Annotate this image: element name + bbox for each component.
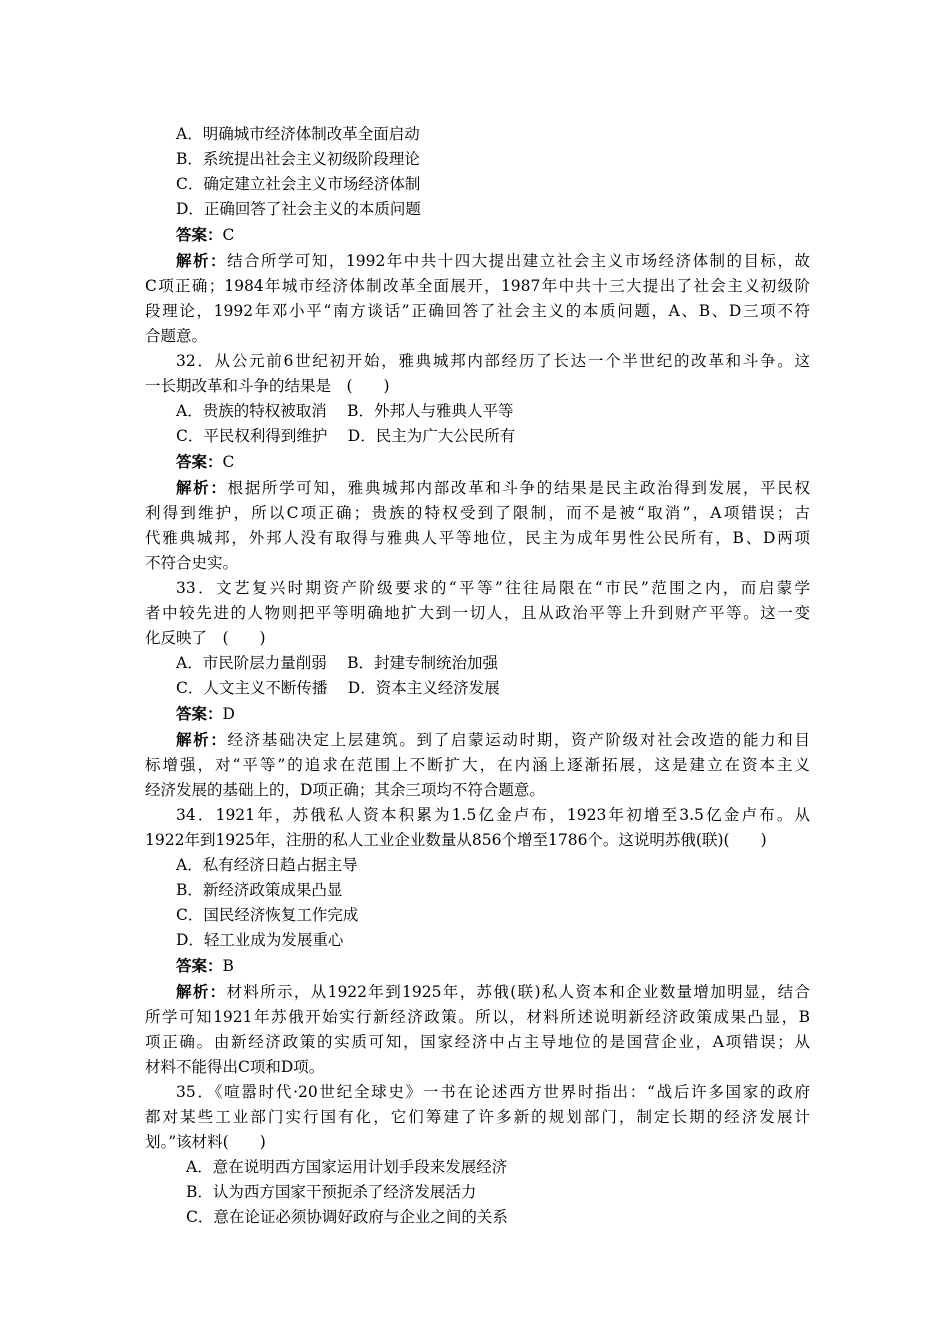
q34-option-d: D．轻工业成为发展重心 <box>176 931 344 949</box>
q33-stem-line-1: 33．文艺复兴时期资产阶级要求的“平等”往往局限在“市民”范围之内，而启蒙学 <box>176 579 810 597</box>
q34-answer: 答案：B <box>176 956 234 975</box>
q31-analysis-line-1: 解析：结合所学可知，1992年中共十四大提出建立社会主义市场经济体制的目标，故 <box>176 251 810 270</box>
q31-analysis-line-2: C项正确；1984年城市经济体制改革全面展开，1987年中共十三大提出了社会主义初级阶 <box>145 277 810 295</box>
q33-stem-line-2: 者中较先进的人物则把平等明确地扩大到一切人，且从政治平等上升到财产平等。这一变 <box>145 604 810 622</box>
q35-stem-line-2: 都对某些工业部门实行国有化，它们筹建了许多新的规划部门，制定长期的经济发展计 <box>145 1108 810 1126</box>
q33-stem-line-3: 化反映了 ( ) <box>145 629 266 647</box>
q34-analysis-line-3: 项正确。由新经济政策的实质可知，国家经济中占主导地位的是国营企业，A项错误；从 <box>145 1033 810 1051</box>
q32-analysis-line-1: 解析：根据所学可知，雅典城邦内部改革和斗争的结果是民主政治得到发展，平民权 <box>176 478 810 497</box>
q34-option-c: C．国民经济恢复工作完成 <box>176 906 359 924</box>
q32-options-row-2: C．平民权利得到维护 D．民主为广大公民所有 <box>176 427 516 445</box>
q31-option-b: B．系统提出社会主义初级阶段理论 <box>176 150 420 168</box>
q34-stem-line-2: 1922年到1925年，注册的私人工业企业数量从856个增至1786个。这说明苏俄(联)( ) <box>145 831 767 849</box>
q31-option-d: D．正确回答了社会主义的本质问题 <box>176 200 421 218</box>
q33-answer: 答案：D <box>176 704 235 723</box>
q35-option-c: C．意在论证必须协调好政府与企业之间的关系 <box>186 1208 508 1226</box>
q34-option-b: B．新经济政策成果凸显 <box>176 881 343 899</box>
q31-analysis-line-3: 段理论，1992年邓小平“南方谈话”正确回答了社会主义的本质问题，A、B、D三项不符 <box>145 302 810 320</box>
q34-analysis-line-2: 所学可知1921年苏俄开始实行新经济政策。所以，材料所述说明新经济政策成果凸显，B <box>145 1008 810 1026</box>
q34-stem-line-1: 34．1921年，苏俄私人资本积累为1.5亿金卢布，1923年初增至3.5亿金卢布。从 <box>176 806 810 824</box>
q35-option-b: B．认为西方国家干预扼杀了经济发展活力 <box>186 1183 477 1201</box>
q33-options-row-2: C．人文主义不断传播 D．资本主义经济发展 <box>176 679 500 697</box>
q33-analysis-line-1: 解析：经济基础决定上层建筑。到了启蒙运动时期，资产阶级对社会改造的能力和目 <box>176 730 810 749</box>
q31-analysis-line-4: 合题意。 <box>145 327 208 345</box>
q34-analysis-line-4: 材料不能得出C项和D项。 <box>145 1058 325 1076</box>
q32-analysis-line-3: 代雅典城邦，外邦人没有取得与雅典人平等地位，民主为成年男性公民所有，B、D两项 <box>145 529 810 547</box>
q34-option-a: A．私有经济日趋占据主导 <box>176 856 358 874</box>
q35-option-a: A．意在说明西方国家运用计划手段来发展经济 <box>186 1158 508 1176</box>
q32-answer: 答案：C <box>176 452 235 471</box>
q31-option-a: A．明确城市经济体制改革全面启动 <box>176 125 420 143</box>
q32-stem-line-1: 32．从公元前6世纪初开始，雅典城邦内部经历了长达一个半世纪的改革和斗争。这 <box>176 352 810 370</box>
q35-stem-line-3: 划。”该材料( ) <box>145 1133 266 1151</box>
q33-options-row-1: A．市民阶层力量削弱 B．封建专制统治加强 <box>176 654 499 672</box>
document-page <box>145 122 810 1230</box>
q33-analysis-line-3: 经济发展的基础上的，D项正确；其余三项均不符合题意。 <box>145 781 545 799</box>
q32-analysis-line-2: 利得到维护，所以C项正确；贵族的特权受到了限制，而不是被“取消”，A项错误；古 <box>145 504 810 522</box>
q31-answer: 答案：C <box>176 225 235 244</box>
q32-analysis-line-4: 不符合史实。 <box>145 554 239 572</box>
q35-stem-line-1: 35．《喧嚣时代·20世纪全球史》一书在论述西方世界时指出：“战后许多国家的政府 <box>176 1083 810 1101</box>
q33-analysis-line-2: 标增强，对“平等”的追求在范围上不断扩大，在内涵上逐渐拓展，这是建立在资本主义 <box>145 756 810 774</box>
q32-options-row-1: A．贵族的特权被取消 B．外邦人与雅典人平等 <box>176 402 514 420</box>
q32-stem-line-2: 一长期改革和斗争的结果是 ( ) <box>145 377 390 395</box>
q31-option-c: C．确定建立社会主义市场经济体制 <box>176 175 421 193</box>
q34-analysis-line-1: 解析：材料所示，从1922年到1925年，苏俄(联)私人资本和企业数量增加明显，结合 <box>176 982 810 1001</box>
